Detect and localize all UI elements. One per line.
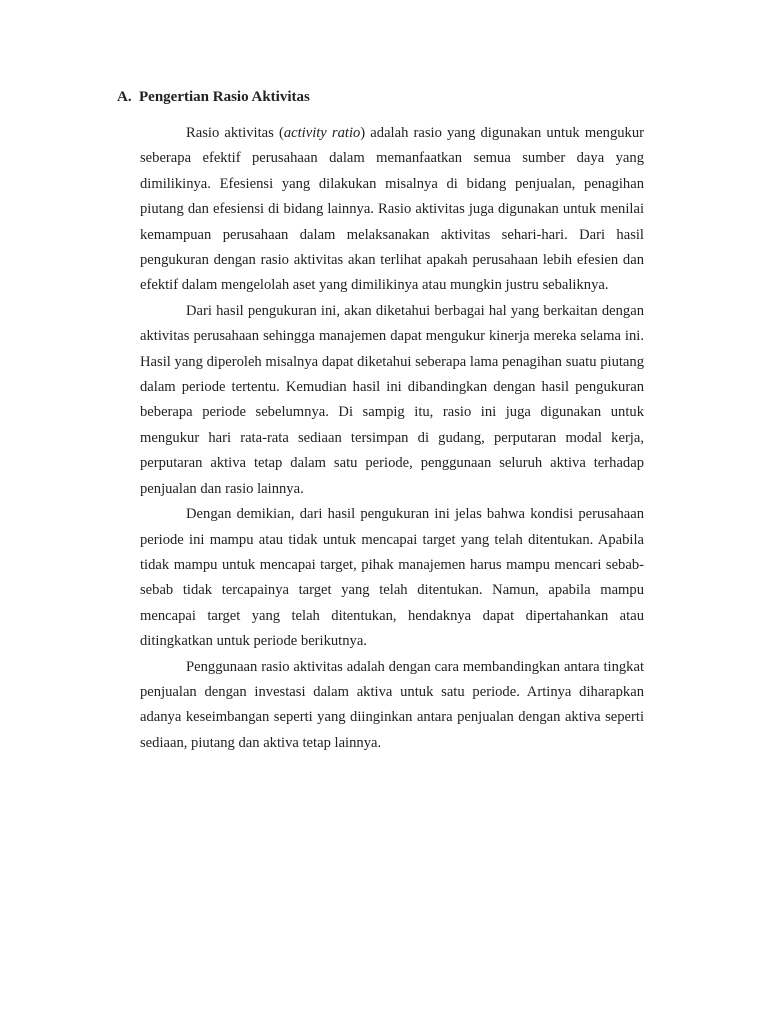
activity-ratio-term: activity ratio	[283, 125, 361, 141]
paragraph-4: Penggunaan rasio aktivitas adalah dengan cara membandingkan antara tingkat penjualan dengan investasi dalam aktiva untuk satu periode. Artinya diharapkan adanya keseimbangan seperti yang diinginkan antara penjualan dengan aktiva seperti sediaan, piutang dan aktiva tetap lainnya.	[140, 658, 644, 751]
document-body	[140, 121, 644, 756]
paragraph-1-text-start: Rasio aktivitas (	[186, 125, 284, 141]
paragraph-3: Dengan demikian, dari hasil pengukuran ini jelas bahwa kondisi perusahaan periode ini mampu atau tidak untuk mencapai target yang telah ditentukan. Apabila tidak mampu untuk mencapai target, pihak manajemen harus mampu mencari sebab-sebab tidak tercapainya target yang telah ditentukan. Namun, apabila mampu mencapai target yang telah ditentukan, hendaknya dapat dipertahankan atau ditingkatkan untuk periode berikutnya.	[140, 506, 644, 650]
section-number: A.	[117, 89, 132, 105]
paragraph-2: Dari hasil pengukuran ini, akan diketahui berbagai hal yang berkaitan dengan aktivitas perusahaan sehingga manajemen dapat mengukur kinerja mereka selama ini. Hasil yang diperoleh misalnya dapat diketahui seberapa lama penagihan suatu piutang dalam periode tertentu. Kemudian hasil ini dibandingkan dengan hasil pengukuran beberapa periode sebelumnya. Di sampig itu, rasio ini juga digunakan untuk mengukur hari rata-rata sediaan tersimpan di gudang, perputaran modal kerja, perputaran aktiva tetap dalam satu periode, penggunaan seluruh aktiva terhadap penjualan dan rasio lainnya.	[140, 302, 644, 497]
section-heading	[117, 87, 310, 107]
section-title: Pengertian Rasio Aktivitas	[139, 89, 310, 105]
paragraph-1	[140, 121, 644, 299]
paragraph-1-text-end: ) adalah rasio yang digunakan untuk mengukur seberapa efektif perusahaan dalam memanfaatkan semua sumber daya yang dimilikinya. Efesiensi yang dilakukan misalnya di bidang penjualan, penagihan piutang dan efesiensi di bidang lainnya. Rasio aktivitas juga digunakan untuk menilai kemampuan perusahaan dalam melaksanakan aktivitas sehari-hari. Dari hasil pengukuran dengan rasio aktivitas akan terlihat apakah perusahaan lebih efesien dan efektif dalam mengelolah aset yang dimilikinya atau mungkin justru sebaliknya.	[140, 125, 644, 294]
